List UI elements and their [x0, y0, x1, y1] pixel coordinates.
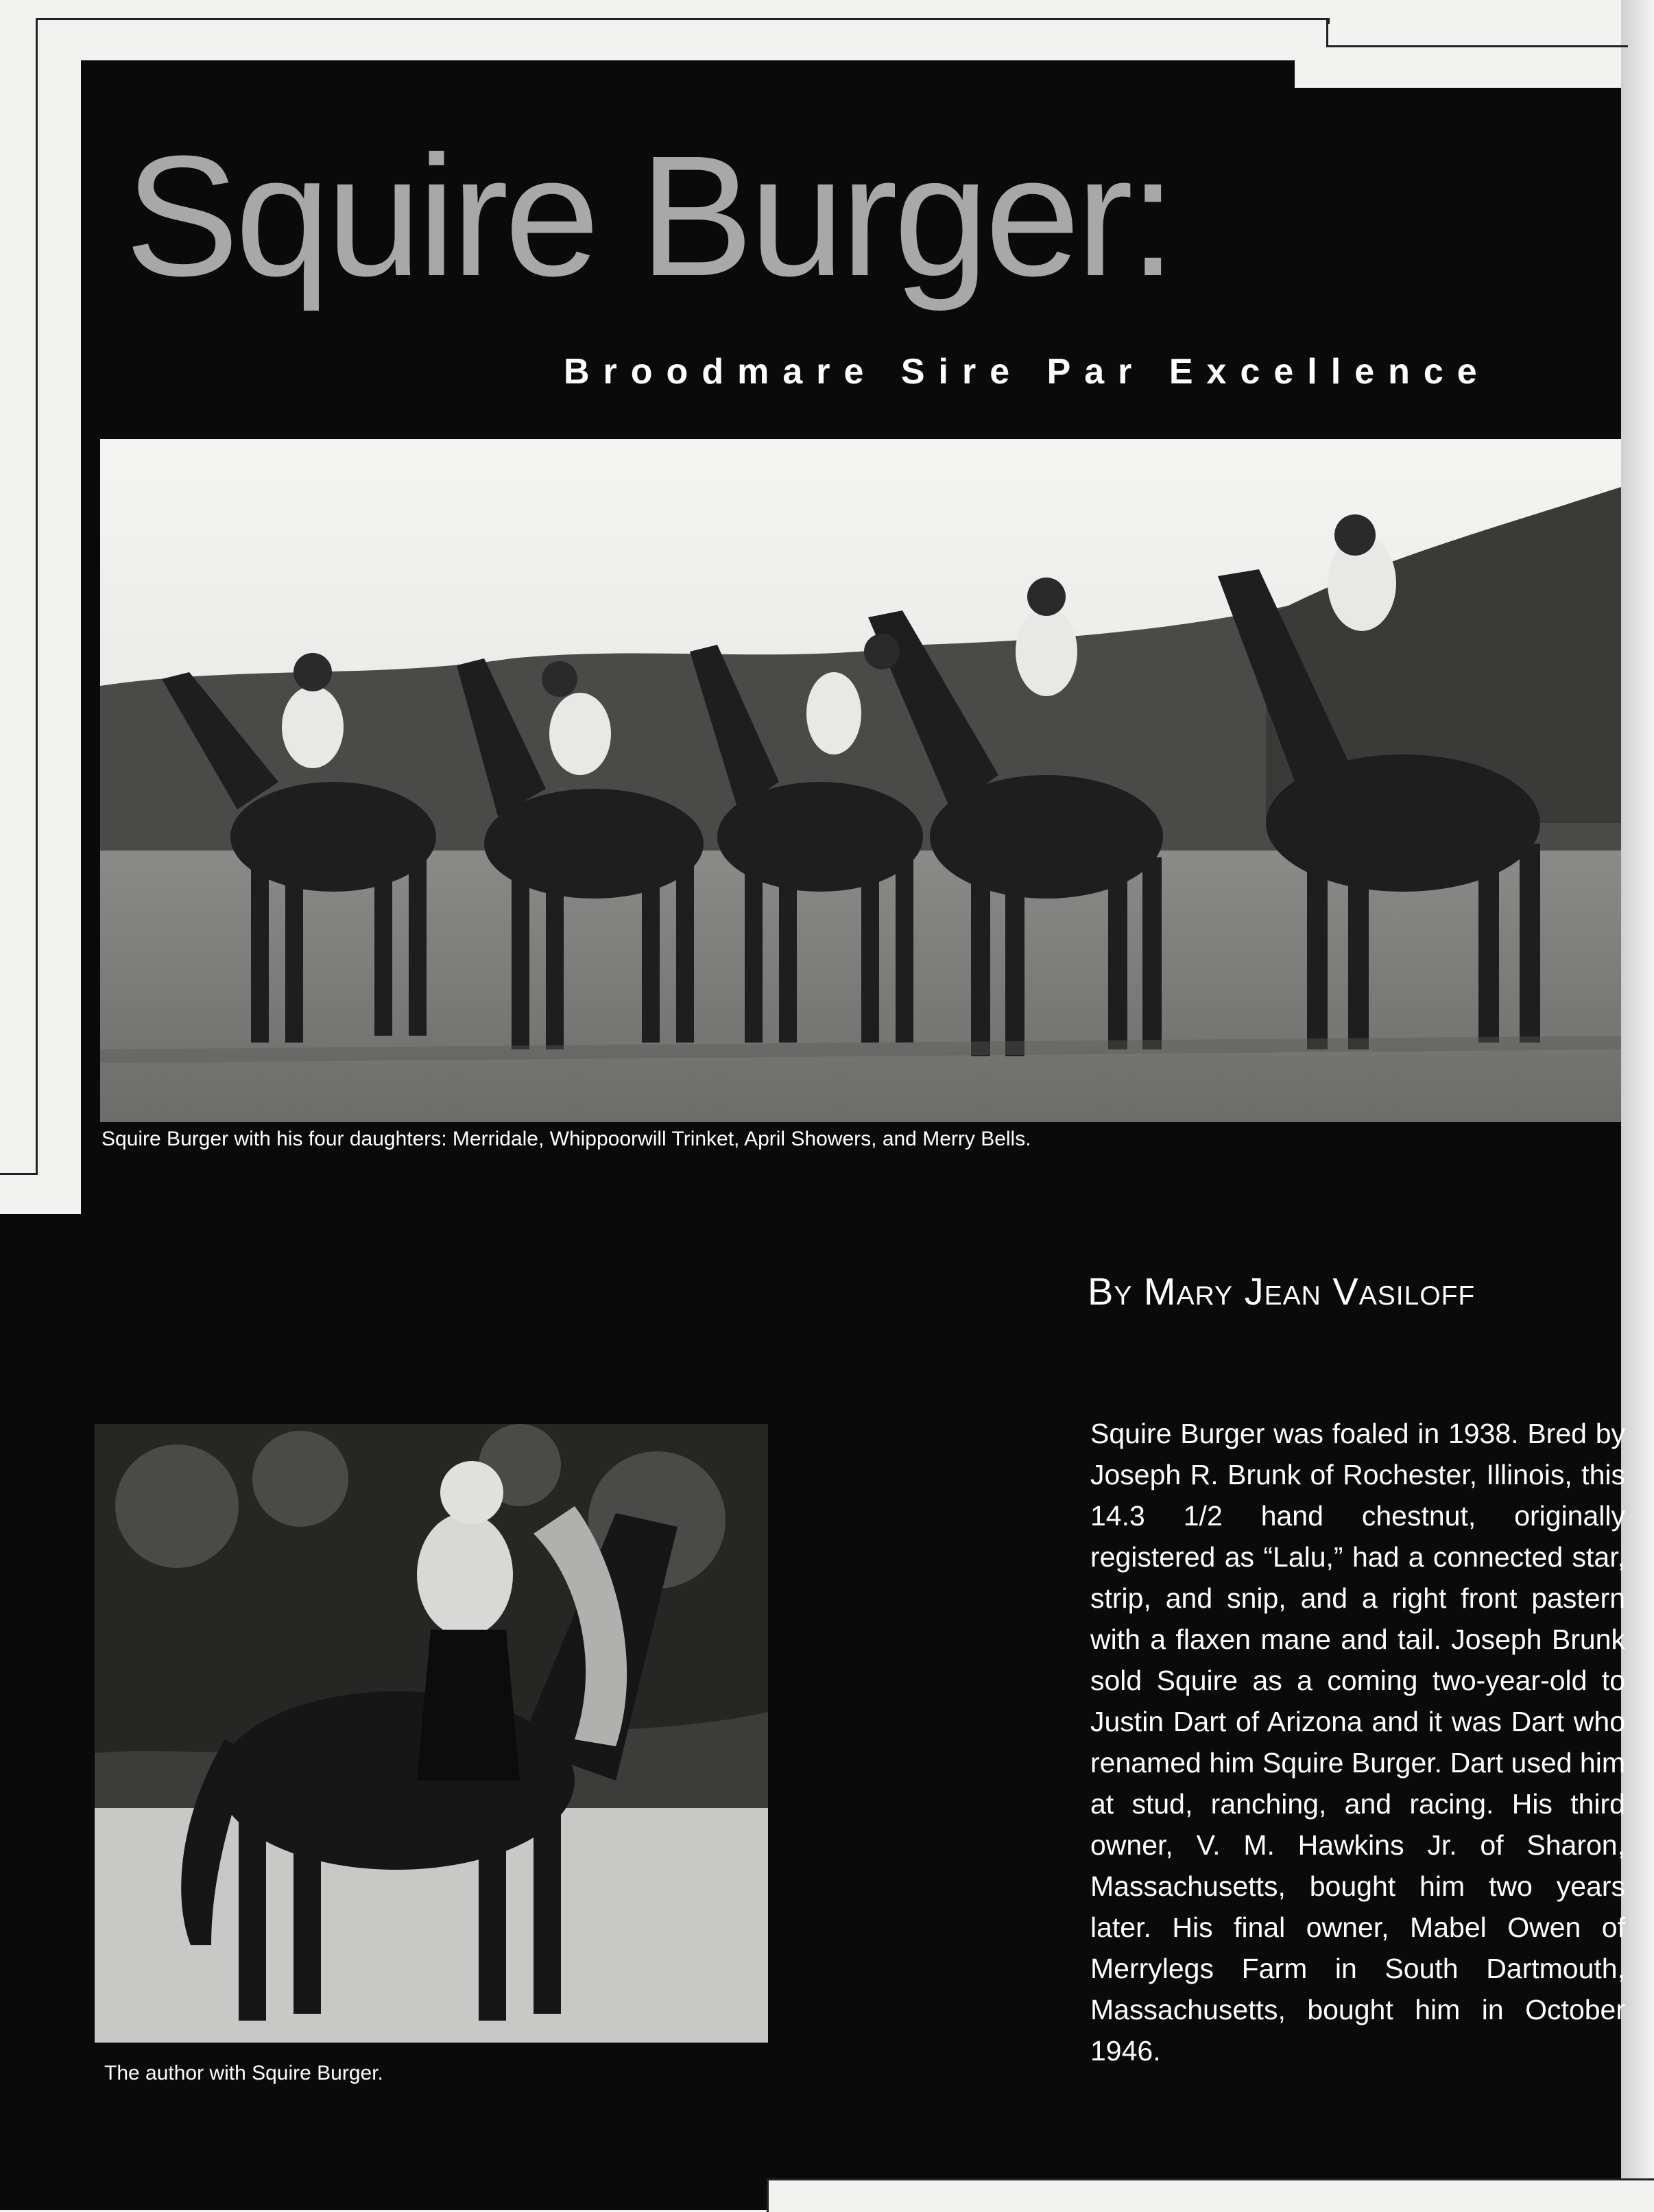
article-subtitle: Broodmare Sire Par Excellence: [564, 352, 1491, 392]
article-byline: By Mary Jean Vasiloff: [1088, 1270, 1476, 1313]
bottom-border-strip: [767, 2178, 1654, 2212]
top-border-rule: [36, 18, 1330, 24]
author-photo-caption: The author with Squire Burger.: [104, 2062, 383, 2084]
horses-group-photo: [100, 439, 1621, 1122]
main-photo-caption: Squire Burger with his four daughters: Merridale, Whippoorwill Trinket, April Showers, and Merry Bells.: [101, 1128, 1031, 1150]
top-border-rule-right: [1326, 45, 1628, 47]
article-body-text: Squire Burger was foaled in 1938. Bred by Joseph R. Brunk of Rochester, Illinois, this 14.3 1/2 hand chestnut, originally registered as “Lalu,” had a connected star, strip, and snip, and a right front pastern with a flaxen mane and tail. Joseph Brunk sold Squire as a coming two-year-old to Justin Dart of Arizona and it was Dart who renamed him Squire Burger. Dart used him at stud, ranching, and racing. His third owner, V. M. Hawkins Jr. of Sharon, Massachusetts, bought him two years later. His final owner, Mabel Owen of Merrylegs Farm in South Dartmouth, Massachusetts, bought him in October 1946.: [1090, 1418, 1625, 2067]
title-panel-top: [81, 60, 1295, 89]
author-with-horse-photo: [95, 1424, 768, 2043]
left-border-rule: [36, 19, 38, 1174]
article-title: Squire Burger:: [125, 120, 1173, 311]
page-spine: [1621, 0, 1654, 2210]
left-border-foot: [0, 1173, 38, 1175]
top-border-step: [1326, 18, 1328, 47]
horses-group-image: [100, 439, 1621, 1122]
author-with-horse-image: [95, 1424, 768, 2043]
